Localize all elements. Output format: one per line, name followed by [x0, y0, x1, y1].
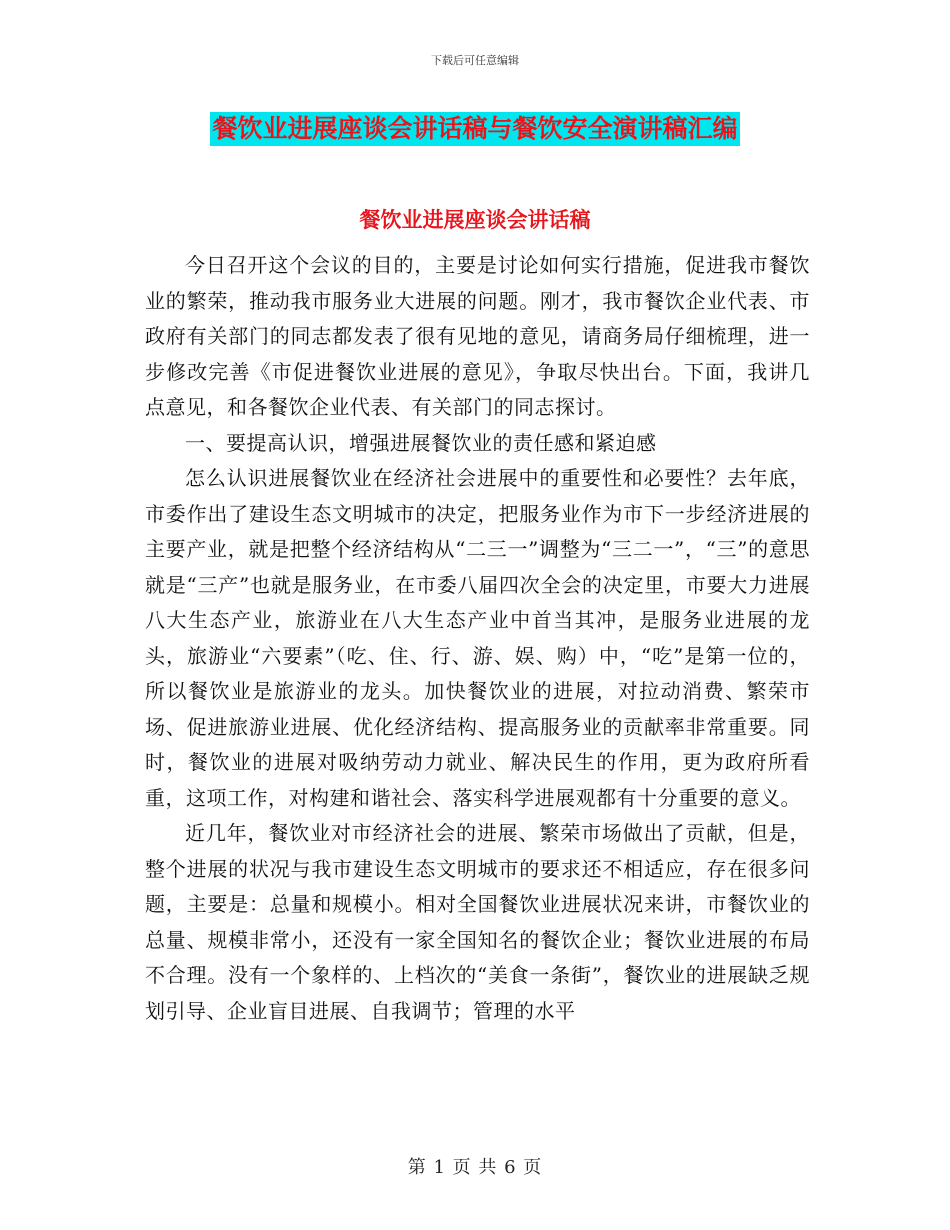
- page-number-footer: 第 1 页 共 6 页: [407, 1157, 543, 1178]
- page-header-note: 下载后可任意编辑: [431, 54, 519, 67]
- body-paragraph-2: 怎么认识进展餐饮业在经济社会进展中的重要性和必要性？去年底，市委作出了建设生态文明城市的决定，把服务业作为市下一步经济进展的主要产业，就是把整个经济结构从“二三一”调整为“三二一”，“三”的意思就是“三产”也就是服务业，在市委八届四次全会的决定里，市要大力进展八大生态产业，旅游业在八大生态产业中首当其冲，是服务业进展的龙头，旅游业“六要素”（吃、住、行、游、娱、购）中，“吃”是第一位的，所以餐饮业是旅游业的龙头。加快餐饮业的进展，对拉动消费、繁荣市场、促进旅游业进展、优化经济结构、提高服务业的贡献率非常重要。同时，餐饮业的进展对吸纳劳动力就业、解决民生的作用，更为政府所看重，这项工作，对构建和谐社会、落实科学进展观都有十分重要的意义。: [145, 466, 810, 810]
- section-title: 餐饮业进展座谈会讲话稿: [359, 208, 591, 232]
- document-title: 餐饮业进展座谈会讲话稿与餐饮安全演讲稿汇编: [210, 112, 739, 146]
- body-paragraph-1: 今日召开这个会议的目的，主要是讨论如何实行措施，促进我市餐饮业的繁荣，推动我市服务业大进展的问题。刚才，我市餐饮企业代表、市政府有关部门的同志都发表了很有见地的意见，请商务局仔细梳理，进一步修改完善《市促进餐饮业进展的意见》，争取尽快出台。下面，我讲几点意见，和各餐饮企业代表、有关部门的同志探讨。: [145, 253, 810, 419]
- section-heading-1: 一、要提高认识，增强进展餐饮业的责任感和紧迫感: [185, 430, 657, 455]
- document-title-container: [0, 112, 950, 146]
- body-paragraph-3: 近几年，餐饮业对市经济社会的进展、繁荣市场做出了贡献，但是，整个进展的状况与我市建设生态文明城市的要求还不相适应，存在很多问题，主要是：总量和规模小。相对全国餐饮业进展状况来讲，市餐饮业的总量、规模非常小，还没有一家全国知名的餐饮企业；餐饮业进展的布局不合理。没有一个象样的、上档次的“美食一条街”，餐饮业的进展缺乏规划引导、企业盲目进展、自我调节；管理的水平: [145, 821, 810, 1023]
- document-body: [145, 248, 810, 1029]
